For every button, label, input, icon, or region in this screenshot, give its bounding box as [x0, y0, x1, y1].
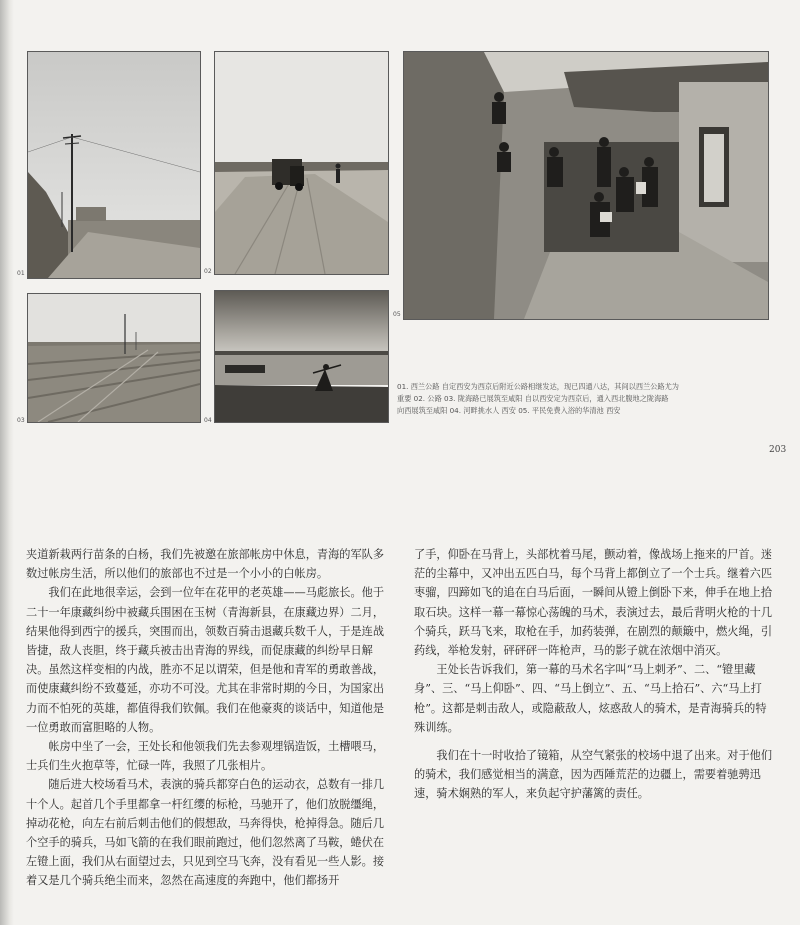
- photo-01-xilan-highway: [27, 51, 201, 279]
- caption-line: 重要 02. 公路 03. 陇海路已展筑至咸阳 自以西安定为西京后，通入西北腹地之陇海路: [397, 394, 669, 403]
- photo-number: 04: [204, 417, 212, 424]
- body-paragraph: 随后进大校场看马术，表演的骑兵都穿白色的运动衣，总数有一排几十个人。起首几个手里都拿一杆红缨的标枪，马驰开了，他们放脱缰绳，掉动花枪，向左右前后刺击他们的假想敌，马奔得快，枪掉得急。随后几个空手的骑兵，马如飞箭的在我们眼前跑过，他们忽然离了马鞍，蜷伏在左镫上面，我们从右面望过去，只见到空马飞奔，没有看见一些人影。接着又是几个骑兵绝尘而来，忽然在高速度的奔跑中，他们都扬开: [26, 778, 385, 888]
- body-paragraph: 我们在十一时收拾了镜箱，从空气紧张的校场中退了出来。对于他们的骑术，我们感觉相当的满意，因为西陲荒茫的边疆上，需要着驰骋迅速，骑术娴熟的军人，来负起守护藩篱的责任。: [414, 749, 773, 801]
- body-paragraph: 了手，仰卧在马背上，头部枕着马尾，颤动着，像战场上拖来的尸首。迷茫的尘幕中，又冲出五匹白马，每个马背上都倒立了一个士兵。继着六匹枣骝，四蹄如飞的追在白马后面，一瞬间从镫上倒卧下来，伸手在地上拾取石块。这样一幕一幕惊心荡魄的马术，表演过去，最后背明火枪的十几个骑兵，跃马飞来，取枪在手，加药装弹，在剧烈的颠簸中，燃火绳，引药线，举枪发射，砰砰砰一阵枪声，马的影子就在浓烟中消灭。: [414, 548, 773, 658]
- caption-line: 01. 西兰公路 自定西安为西京后附近公路相继发达，现已四通八达，其间以西兰公路尤为: [397, 382, 679, 391]
- page-number: 203: [769, 445, 787, 455]
- photo-number: 01: [17, 270, 25, 277]
- body-paragraph: 夹道新栽两行苗条的白杨，我们先被邀在旅部帐房中休息，青海的军队多数过帐房生活，所以他们的旅部也不过是一个小小的白帐房。: [26, 548, 385, 581]
- body-paragraph: 王处长告诉我们，第一幕的马术名字叫“马上刺矛”、二、“镫里藏身”、三、“马上仰卧”、四、“马上倒立”、五、“马上拾石”、六“马上打枪”。这都是刺击敌人，或隐蔽敌人，炫惑敌人的骑术，是青海骑兵的特殊训练。: [414, 663, 767, 734]
- page-gutter-shadow: [0, 0, 14, 925]
- photo-03-longhai-railway: [27, 293, 201, 423]
- body-column-right: [414, 545, 776, 804]
- body-paragraph: 帐房中坐了一会，王处长和他领我们先去参观埋锅造饭，土槽喂马，士兵们生火抱草等，忙碌一阵，我照了几张相片。: [26, 740, 385, 773]
- photo-caption: [397, 381, 767, 417]
- photo-02-highway-truck: [214, 51, 389, 275]
- photo-05-huaqing-pool: [403, 51, 769, 320]
- body-column-left: [26, 545, 388, 891]
- caption-line: 向西展筑至咸阳 04. 河畔挑水人 西安 05. 平民免费入浴的华清池 西安: [397, 406, 621, 415]
- photo-number: 02: [204, 268, 212, 275]
- photo-number: 03: [17, 417, 25, 424]
- body-paragraph: 我们在此地很幸运，会到一位年在花甲的老英雄——马彪旅长。他于二十一年康藏纠纷中被藏兵围困在玉树（青海新县，在康藏边界）二月，结果他得到西宁的援兵，突围而出，领数百骑击退藏兵数千人，于是连战皆捷，敌人丧胆，终于藏兵被击出青海的界线，而促康藏的纠纷早日解决。虽然这样变相的内战，胜亦不足以谓荣，但是他和青军的勇敢善战，而使康藏纠纷不致蔓延，亦功不可没。尤其在非常时期的今日，为国家出力而不怕死的英雄，都值得我们钦佩。我们在他豪爽的谈话中，知道他是一位勇敢而富胆略的人物。: [26, 586, 385, 734]
- photo-number: 05: [393, 311, 401, 318]
- photo-04-river-water-carrier: [214, 290, 389, 423]
